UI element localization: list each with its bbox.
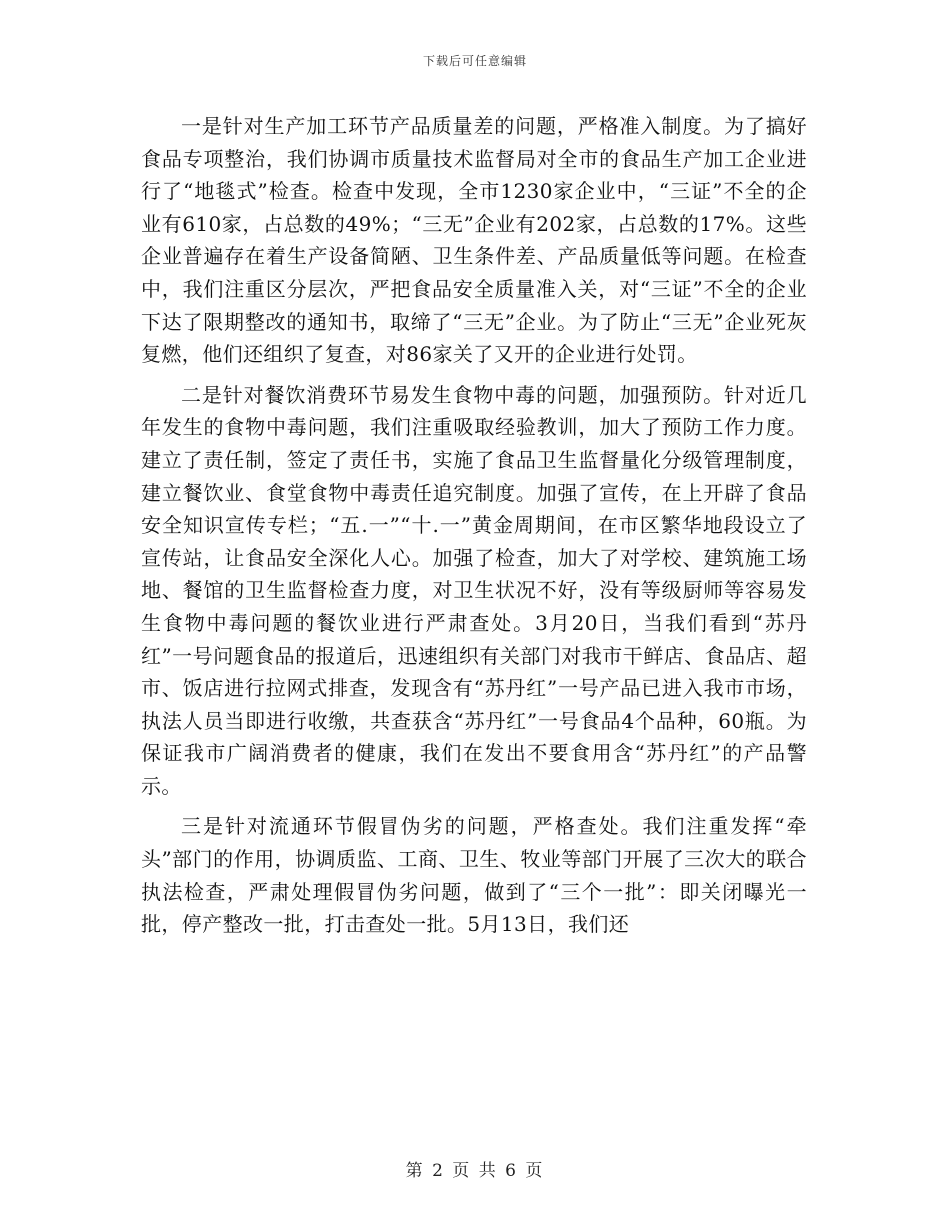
paragraph-catering: 二是针对餐饮消费环节易发生食物中毒的问题，加强预防。针对近几年发生的食物中毒问题，我们注重吸取经验教训，加大了预防工作力度。建立了责任制，签定了责任书，实施了食品卫生监督量化分级管理制度，建立餐饮业、食堂食物中毒责任追究制度。加强了宣传，在上开辟了食品安全知识宣传专栏；“五.一”“十.一”黄金周期间，在市区繁华地段设立了宣传站，让食品安全深化人心。加强了检查，加大了对学校、建筑施工场地、餐馆的卫生监督检查力度，对卫生状况不好，没有等级厨师等容易发生食物中毒问题的餐饮业进行严肃查处。3月20日，当我们看到“苏丹红”一号问题食品的报道后，迅速组织有关部门对我市干鲜店、食品店、超市、饭店进行拉网式排查，发现含有“苏丹红”一号产品已进入我市市场，执法人员当即进行收缴，共查获含“苏丹红”一号食品4个品种，60瓶。为保证我市广阔消费者的健康，我们在发出不要食用含“苏丹红”的产品警示。 (141, 382, 807, 798)
page-number: 第 2 页 共 6 页 (405, 1161, 545, 1181)
document-body (141, 110, 807, 949)
paragraph-circulation: 三是针对流通环节假冒伪劣的问题，严格查处。我们注重发挥“牵头”部门的作用，协调质监、工商、卫生、牧业等部门开展了三次大的联合执法检查，严肃处理假冒伪劣问题，做到了“三个一批”：即关闭曝光一批，停产整改一批，打击查处一批。5月13日，我们还 (141, 814, 807, 937)
page-header-note: 下载后可任意编辑 (422, 54, 527, 68)
paragraph-production: 一是针对生产加工环节产品质量差的问题，严格准入制度。为了搞好食品专项整治，我们协调市质量技术监督局对全市的食品生产加工企业进行了“地毯式”检查。检查中发现，全市1230家企业中，“三证”不全的企业有610家，占总数的49%；“三无”企业有202家，占总数的17%。这些企业普遍存在着生产设备简陋、卫生条件差、产品质量低等问题。在检查中，我们注重区分层次，严把食品安全质量准入关，对“三证”不全的企业下达了限期整改的通知书，取缔了“三无”企业。为了防止“三无”企业死灰复燃，他们还组织了复查，对86家关了又开的企业进行处罚。 (141, 114, 807, 367)
